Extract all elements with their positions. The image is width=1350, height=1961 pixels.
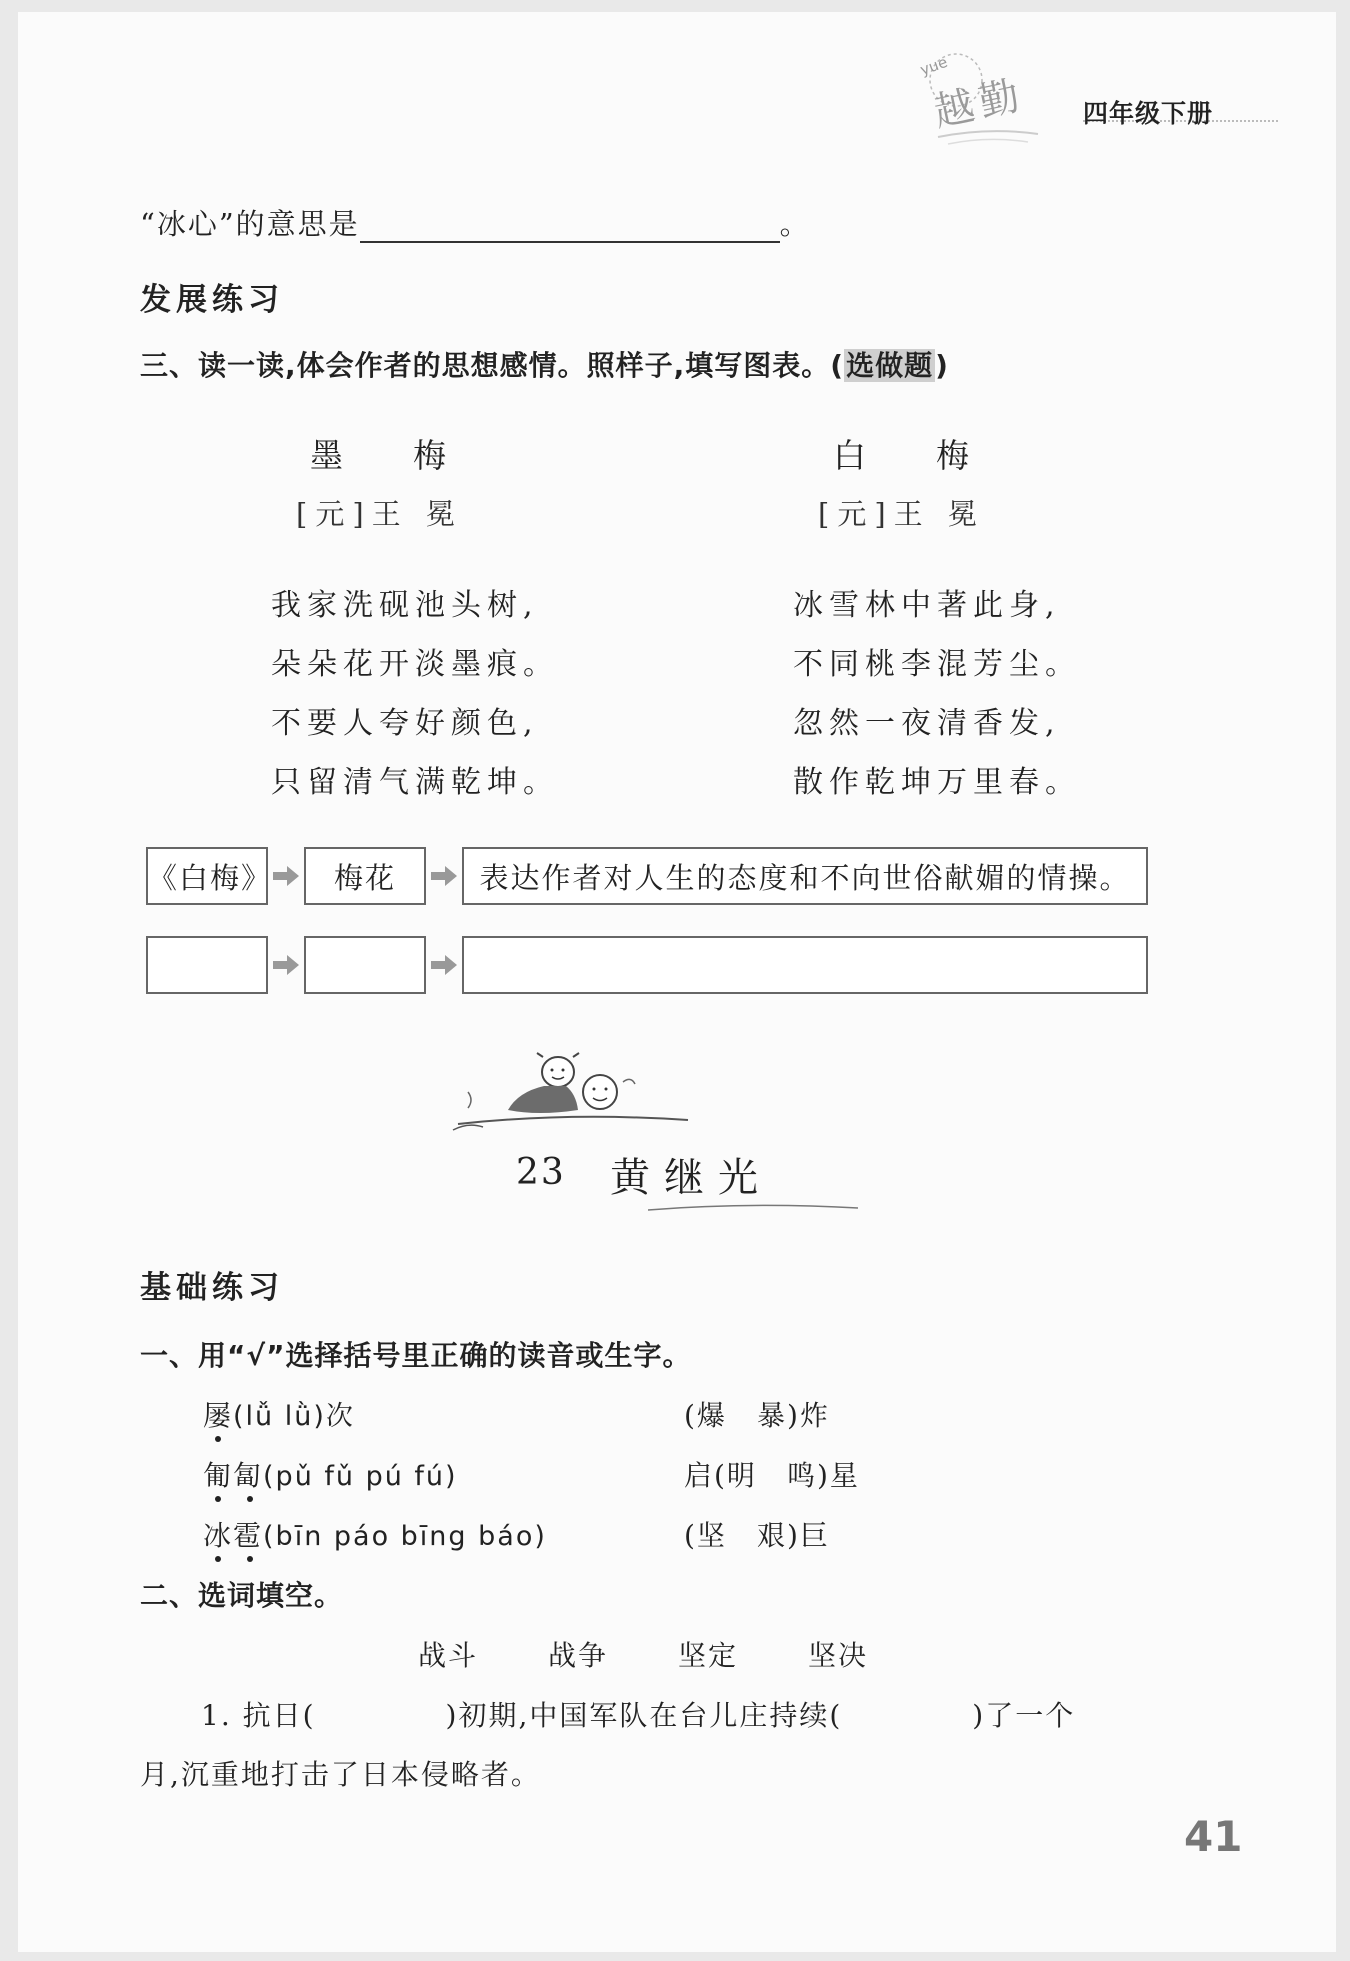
q3-close: ): [935, 349, 949, 382]
logo-text: 越勤: [929, 71, 1030, 136]
poem-line: 不同桃李混芳尘。: [793, 647, 1081, 682]
children-illustration-icon: [448, 1052, 698, 1142]
poem-line: 冰雪林中著此身,: [793, 588, 1061, 623]
arrow-right-icon: [273, 955, 299, 975]
chart-object-box: 梅花: [304, 847, 426, 905]
poem-title: 墨梅: [310, 436, 516, 475]
arrow-right-icon: [431, 866, 457, 886]
choice-word: 冰雹: [203, 1519, 264, 1552]
question-1-title: 一、用“√”选择括号里正确的读音或生字。: [140, 1339, 692, 1372]
emphasis-dot: [215, 1556, 221, 1562]
poem-author: [元]王 冕: [296, 497, 463, 531]
emphasis-dot: [215, 1436, 221, 1442]
poem-line: 不要人夸好颜色,: [271, 706, 539, 741]
chart-meaning-input[interactable]: [462, 936, 1148, 994]
word-bank-item: 战争: [548, 1639, 609, 1672]
word-bank-item: 战斗: [418, 1639, 479, 1672]
sentence-part: )了一个: [972, 1699, 1076, 1732]
fill-sentence-1-continued: 月,沉重地打击了日本侵略者。: [140, 1758, 541, 1791]
choice-options: (bīn páo bīng báo): [263, 1521, 547, 1552]
character-choice-item[interactable]: [684, 1394, 830, 1434]
grade-label: 四年级下册: [1083, 99, 1214, 128]
fill-sentence-1: [201, 1694, 1075, 1734]
sentence-part: 1. 抗日(: [201, 1699, 316, 1732]
reading-choice-item[interactable]: [203, 1514, 547, 1554]
question-3: [140, 344, 949, 384]
word-bank-item: 坚定: [678, 1639, 739, 1672]
choice-options: (pǔ fǔ pú fú): [263, 1461, 458, 1492]
workbook-page: [18, 12, 1336, 1952]
arrow-right-icon: [431, 955, 457, 975]
choice-word: (坚: [684, 1519, 727, 1552]
logo-pinyin: yue: [917, 52, 950, 80]
lesson-title: 黄继光: [610, 1155, 772, 1201]
emphasis-dot: [247, 1496, 253, 1502]
choice-options: 艰)巨: [756, 1519, 830, 1552]
poem-line: 我家洗砚池头树,: [271, 588, 539, 623]
chart-object-input[interactable]: [304, 936, 426, 994]
chart-poem-box: 《白梅》: [146, 847, 268, 905]
intro-question: [140, 202, 811, 243]
intro-suffix: 。: [779, 207, 811, 241]
character-choice-item[interactable]: [684, 1454, 860, 1494]
choice-word: 启(明: [684, 1459, 757, 1492]
chart-poem-input[interactable]: [146, 936, 268, 994]
emphasis-dot: [215, 1496, 221, 1502]
choice-word: (爆: [684, 1399, 727, 1432]
poem-title: 白梅: [833, 436, 1039, 475]
q3-text: 三、读一读,体会作者的思想感情。照样子,填写图表。(: [140, 349, 845, 382]
reading-choice-item[interactable]: [203, 1454, 458, 1494]
choice-word: 匍匐: [203, 1459, 264, 1492]
reading-choice-item[interactable]: [203, 1394, 355, 1434]
poem-line: 只留清气满乾坤。: [271, 765, 559, 800]
emphasis-dot: [247, 1556, 253, 1562]
word-bank-item: 坚决: [808, 1639, 869, 1672]
choice-options: 暴)炸: [756, 1399, 830, 1432]
answer-blank[interactable]: [360, 213, 780, 243]
character-choice-item[interactable]: [684, 1514, 830, 1554]
intro-prefix: “冰心”的意思是: [140, 207, 360, 241]
poem-author: [元]王 冕: [818, 497, 985, 531]
chart-meaning-box: 表达作者对人生的态度和不向世俗献媚的情操。: [462, 847, 1148, 905]
q3-optional-badge: 选做题: [846, 349, 934, 382]
sentence-part: )初期,中国军队在台儿庄持续(: [445, 1699, 843, 1732]
poem-line: 忽然一夜清香发,: [793, 706, 1061, 741]
choice-options: 鸣)星: [786, 1459, 860, 1492]
choice-word: 屡: [203, 1399, 234, 1432]
section-heading-develop: 发展练习: [140, 282, 284, 318]
section-heading-basic: 基础练习: [140, 1270, 284, 1306]
poem-line: 朵朵花开淡墨痕。: [271, 647, 559, 682]
lesson-number: 23: [516, 1152, 566, 1193]
title-underline-decoration: [648, 1200, 858, 1216]
question-2-title: 二、选词填空。: [140, 1579, 344, 1612]
poem-line: 散作乾坤万里春。: [793, 765, 1081, 800]
page-number: 41: [1184, 1812, 1243, 1861]
choice-options: (lǚ lǜ)次: [233, 1401, 355, 1432]
arrow-right-icon: [273, 866, 299, 886]
